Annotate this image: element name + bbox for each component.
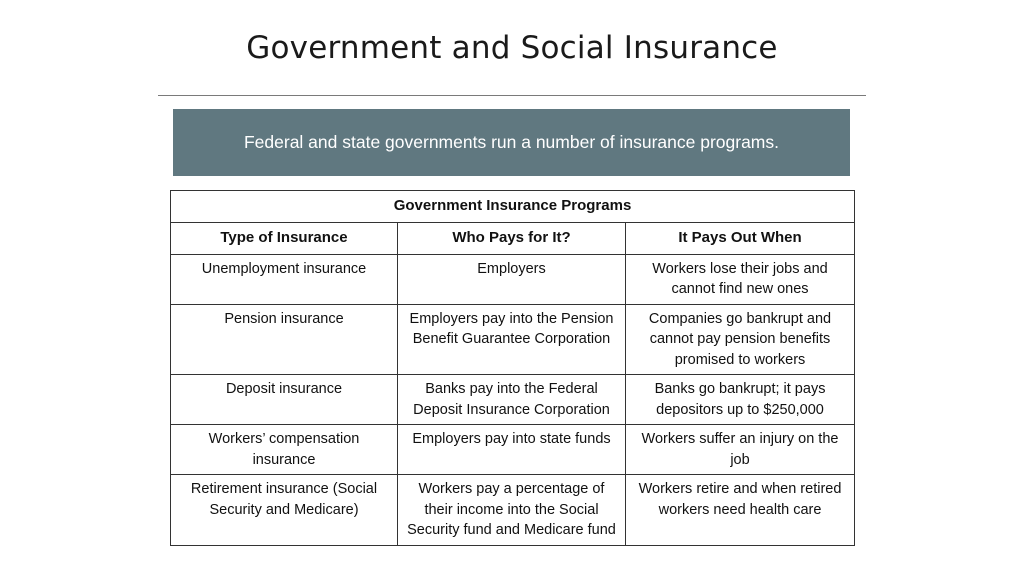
summary-banner [173, 109, 850, 176]
column-header-who-pays: Who Pays for It? [398, 223, 626, 255]
table-cell: Banks pay into the Federal Deposit Insurance Corporation [398, 375, 626, 425]
column-header-type: Type of Insurance [171, 223, 398, 255]
table-cell: Companies go bankrupt and cannot pay pension benefits promised to workers [626, 304, 855, 375]
table-caption-row [171, 191, 855, 223]
table-row [171, 304, 855, 375]
table-cell: Workers’ compensation insurance [171, 425, 398, 475]
title-divider [158, 95, 866, 96]
table-cell: Pension insurance [171, 304, 398, 375]
table-cell: Employers pay into the Pension Benefit Guarantee Corporation [398, 304, 626, 375]
table-cell: Workers retire and when retired workers need health care [626, 475, 855, 546]
insurance-programs-table [170, 190, 855, 546]
table-cell: Retirement insurance (Social Security and Medicare) [171, 475, 398, 546]
table-cell: Employers [398, 254, 626, 304]
table-row [171, 254, 855, 304]
table-cell: Employers pay into state funds [398, 425, 626, 475]
table-cell: Workers suffer an injury on the job [626, 425, 855, 475]
table-cell: Deposit insurance [171, 375, 398, 425]
column-header-pays-out: It Pays Out When [626, 223, 855, 255]
summary-banner-text: Federal and state governments run a number of insurance programs. [243, 132, 779, 152]
slide-title: Government and Social Insurance [246, 30, 778, 66]
table-row [171, 475, 855, 546]
table-row [171, 425, 855, 475]
table-cell: Workers pay a percentage of their income into the Social Security fund and Medicare fund [398, 475, 626, 546]
table-cell: Banks go bankrupt; it pays depositors up to $250,000 [626, 375, 855, 425]
table-header-row [171, 223, 855, 255]
table-row [171, 375, 855, 425]
table-cell: Workers lose their jobs and cannot find new ones [626, 254, 855, 304]
table-cell: Unemployment insurance [171, 254, 398, 304]
table-caption: Government Insurance Programs [171, 191, 855, 223]
